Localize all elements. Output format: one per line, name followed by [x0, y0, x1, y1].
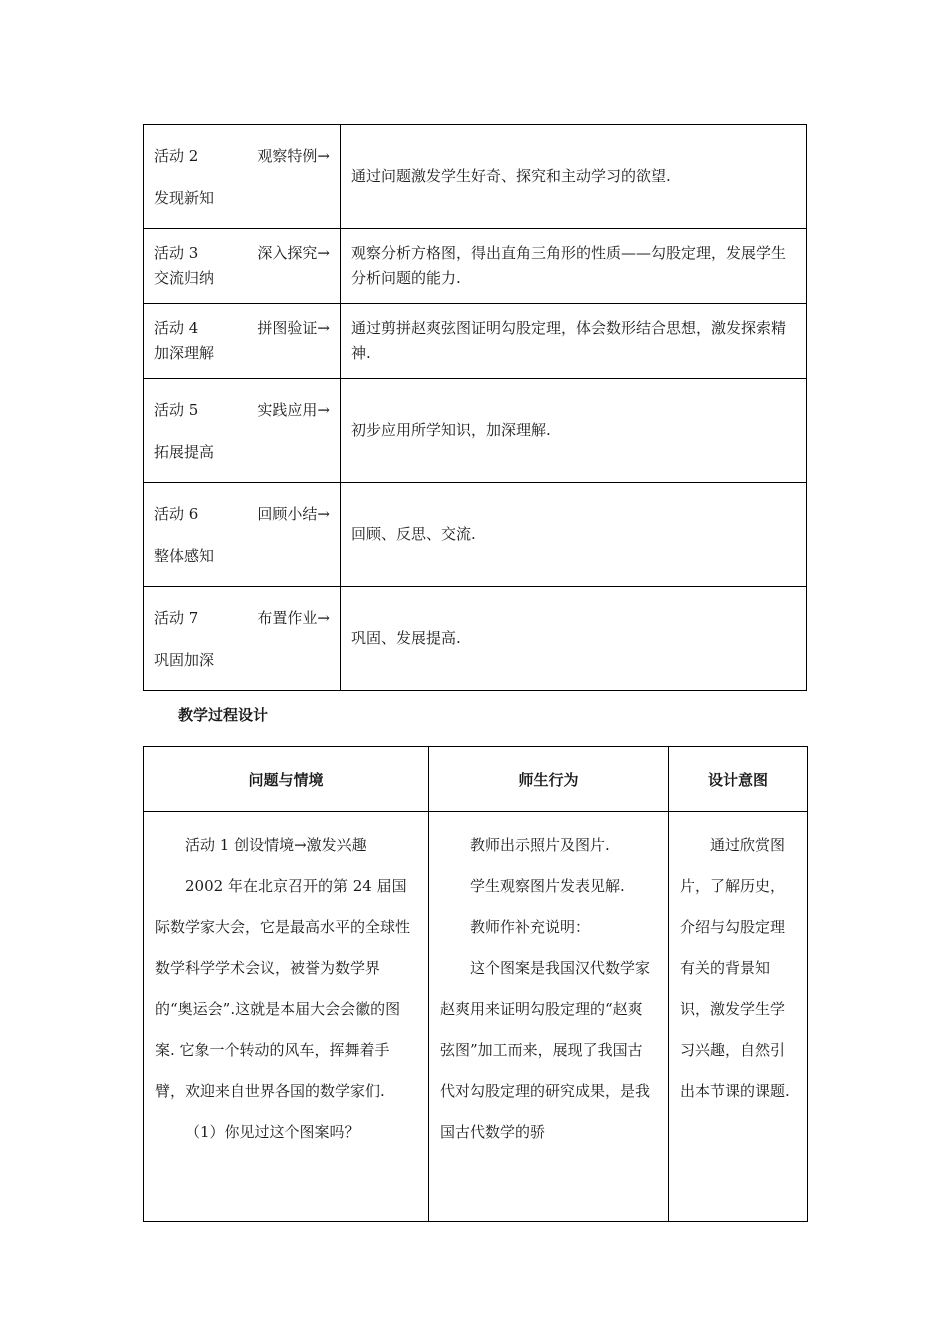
- table-row: [144, 304, 807, 379]
- activity-subtitle: 巩固加深: [154, 650, 215, 669]
- activity-number: 活动 7: [154, 608, 199, 627]
- table-row: [144, 125, 807, 229]
- design-intent-paragraph: 通过欣赏图片，了解历史，介绍与勾股定理有关的背景知识，激发学生学习兴趣，自然引出本节课的课题.: [680, 836, 790, 1100]
- activity-description: 回顾、反思、交流.: [341, 483, 807, 587]
- table-header-row: [144, 747, 808, 812]
- activity-subtitle: 拓展提高: [154, 442, 215, 461]
- activity-description: 通过问题激发学生好奇、探究和主动学习的欲望.: [341, 125, 807, 229]
- table-row: [144, 812, 808, 1222]
- activity-number: 活动 2: [154, 146, 199, 165]
- activity-subtitle: 加深理解: [154, 344, 215, 362]
- activity-title: 布置作业→: [257, 608, 330, 627]
- activity-name-cell: [144, 304, 341, 379]
- activity-title: 观察特例→: [257, 146, 330, 165]
- process-design-table: [143, 746, 808, 1222]
- activity-title: 回顾小结→: [257, 504, 330, 523]
- activity-title: 拼图验证→: [257, 319, 330, 337]
- teacher-student-behavior-cell: [429, 812, 669, 1222]
- problem-situation-cell: [144, 812, 429, 1222]
- activity-name-cell: [144, 587, 341, 691]
- activity-description: 观察分析方格图，得出直角三角形的性质——勾股定理，发展学生分析问题的能力.: [341, 229, 807, 304]
- activity-title: 实践应用→: [257, 400, 330, 419]
- activity-subtitle: 整体感知: [154, 546, 215, 565]
- activity-number: 活动 4: [154, 319, 199, 337]
- behavior-line: 教师作补充说明：: [470, 918, 591, 936]
- activity-name-cell: [144, 379, 341, 483]
- activity-title: 深入探究→: [257, 244, 330, 262]
- activity-number: 活动 6: [154, 504, 199, 523]
- activity-subtitle: 发现新知: [154, 188, 215, 207]
- behavior-line: 学生观察图片发表见解.: [470, 877, 625, 895]
- activity-name-cell: [144, 483, 341, 587]
- activity-number: 活动 3: [154, 244, 199, 262]
- question-text: （1）你见过这个图案吗？: [185, 1123, 360, 1141]
- activity-description: 初步应用所学知识，加深理解.: [341, 379, 807, 483]
- activity-name-cell: [144, 229, 341, 304]
- behavior-line: 教师出示照片及图片.: [470, 836, 610, 854]
- activity-subtitle: 交流归纳: [154, 269, 215, 287]
- activity-summary-table: [143, 124, 807, 691]
- table-row: [144, 379, 807, 483]
- activity-name-cell: [144, 125, 341, 229]
- context-paragraph: 2002 年在北京召开的第 24 届国际数学家大会，它是最高水平的全球性数学科学学术会议，被誉为数学界的“奥运会”.这就是本届大会会徽的图案. 它象一个转动的风车，挥舞着手臂，欢迎来自世界各国的数学家们.: [155, 877, 411, 1100]
- table-row: [144, 483, 807, 587]
- header-teacher-student-behavior: 师生行为: [429, 747, 669, 812]
- activity-1-title: 活动 1 创设情境→激发兴趣: [185, 836, 367, 854]
- table-row: [144, 229, 807, 304]
- table-row: [144, 587, 807, 691]
- behavior-paragraph: 这个图案是我国汉代数学家赵爽用来证明勾股定理的“赵爽弦图”加工而来，展现了我国古代对勾股定理的研究成果，是我国古代数学的骄: [440, 959, 651, 1141]
- activity-description: 通过剪拼赵爽弦图证明勾股定理，体会数形结合思想，激发探索精神.: [341, 304, 807, 379]
- activity-description: 巩固、发展提高.: [341, 587, 807, 691]
- header-design-intent: 设计意图: [669, 747, 808, 812]
- activity-number: 活动 5: [154, 400, 199, 419]
- design-intent-cell: [669, 812, 808, 1222]
- section-title: 教学过程设计: [178, 706, 269, 724]
- header-problem-situation: 问题与情境: [144, 747, 429, 812]
